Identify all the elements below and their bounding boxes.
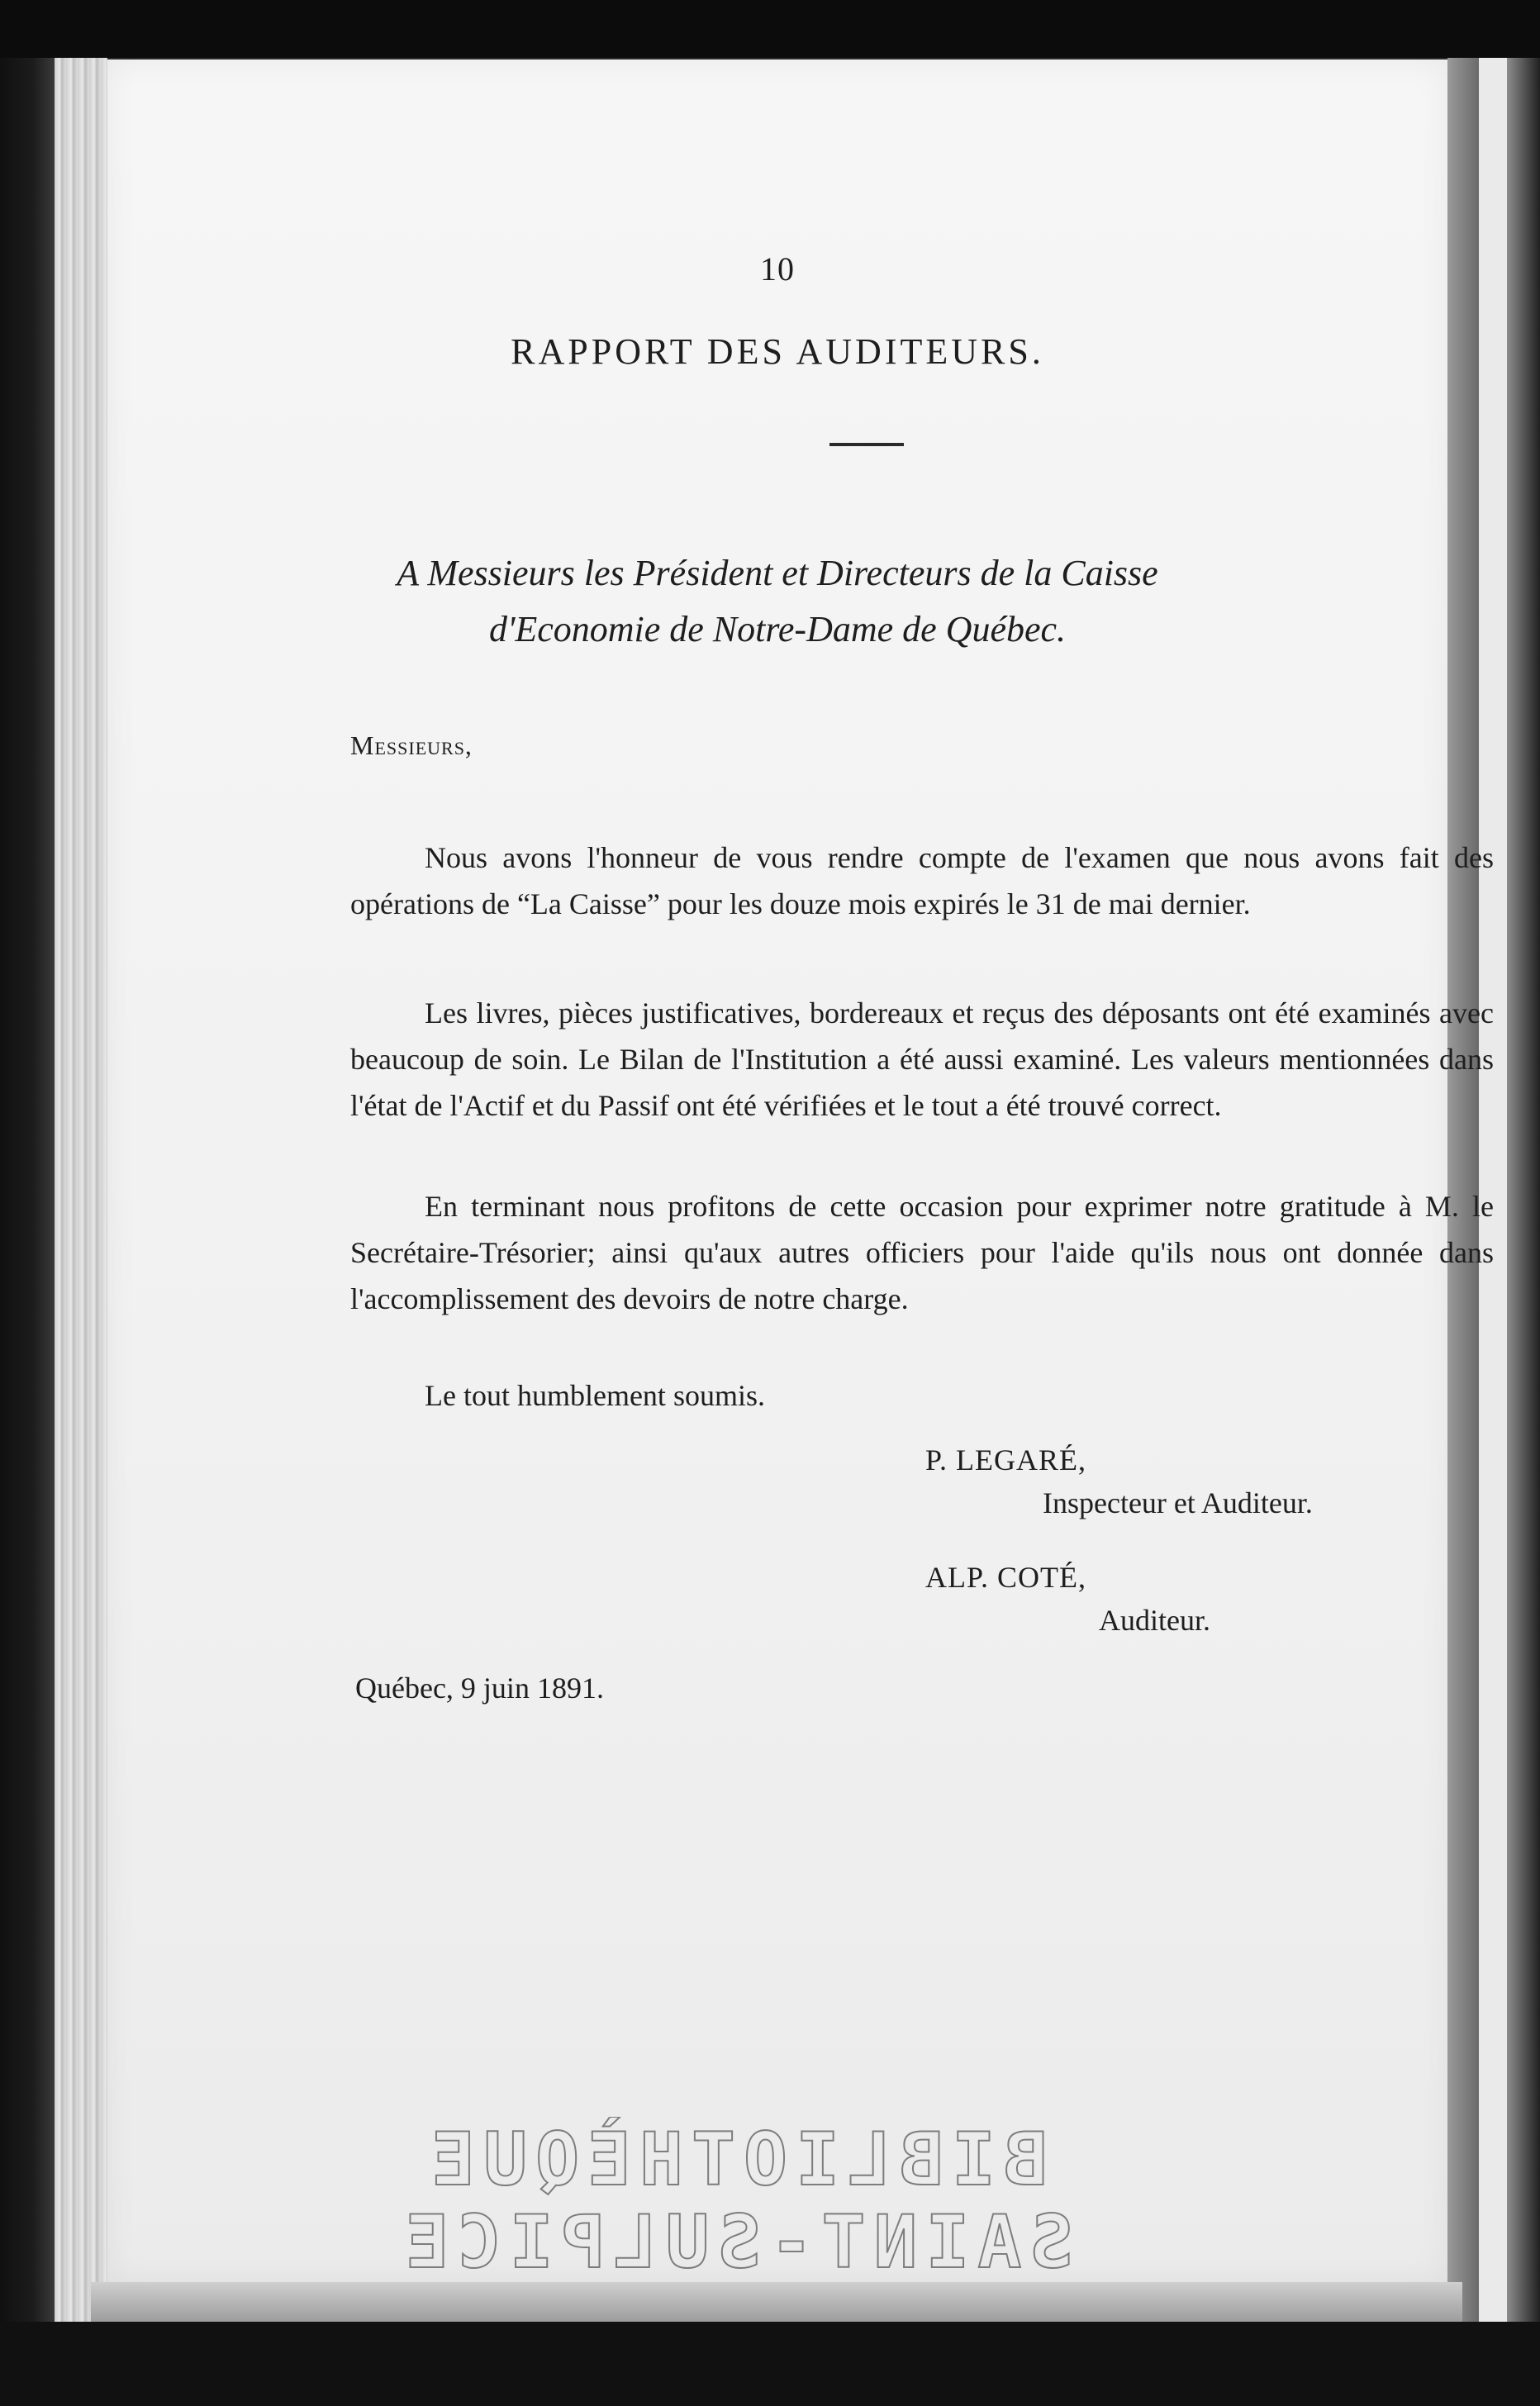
- stamp-line-1: BIBLIOTHÈQUE: [423, 2117, 1048, 2202]
- document-title: RAPPORT DES AUDITEURS.: [511, 331, 1044, 372]
- library-stamp: [388, 2117, 1082, 2285]
- page-stack-edge-left: [55, 58, 107, 2330]
- title-rule: [829, 443, 904, 446]
- signatory-2-name: ALP. COTÉ,: [925, 1561, 1087, 1594]
- page-edge-right-dark: [1507, 58, 1540, 2322]
- page-stack-edge-bottom: [91, 2282, 1462, 2322]
- paragraph-2: Les livres, pièces justificatives, bordereaux et reçus des déposants ont été examinés avec beaucoup de soin. Le Bilan de l'Institution a été aussi examiné. Les valeurs mentionnées dans l'état de l'Actif et du Passif ont été vérifiées et le tout a été trouvé correct.: [350, 996, 1494, 1122]
- closing-line: Le tout humblement soumis.: [425, 1379, 765, 1412]
- page-number: 10: [760, 250, 795, 288]
- paragraph-3: En terminant nous profitons de cette occasion pour exprimer notre gratitude à M. le Secrétaire-Trésorier; ainsi qu'aux autres officiers pour l'aide qu'ils nous ont donnée dans l'accomplissement des devoirs de notre charge.: [350, 1190, 1494, 1315]
- scan-border-bottom: [0, 2322, 1540, 2406]
- document-page: [107, 59, 1494, 2285]
- scan-border-top: [0, 0, 1540, 58]
- stamp-line-2: SAINT-SULPICE: [397, 2199, 1074, 2285]
- scan-border-left: [0, 58, 55, 2338]
- signatory-2-title: Auditeur.: [1099, 1604, 1210, 1637]
- signatory-1-name: P. LEGARÉ,: [925, 1443, 1087, 1476]
- paragraph-1: Nous avons l'honneur de vous rendre compte de l'examen que nous avons fait des opérations de “La Caisse” pour les douze mois expirés le 31 de mai dernier.: [350, 841, 1494, 920]
- addressee: [107, 545, 1447, 658]
- addressee-line-1: A Messieurs les Président et Directeurs de la Caisse: [397, 553, 1158, 593]
- addressee-line-2: d'Economie de Notre-Dame de Québec.: [488, 609, 1067, 649]
- place-date: Québec, 9 juin 1891.: [355, 1671, 604, 1705]
- salutation: Messieurs,: [350, 730, 473, 760]
- signatory-1-title: Inspecteur et Auditeur.: [1043, 1486, 1313, 1519]
